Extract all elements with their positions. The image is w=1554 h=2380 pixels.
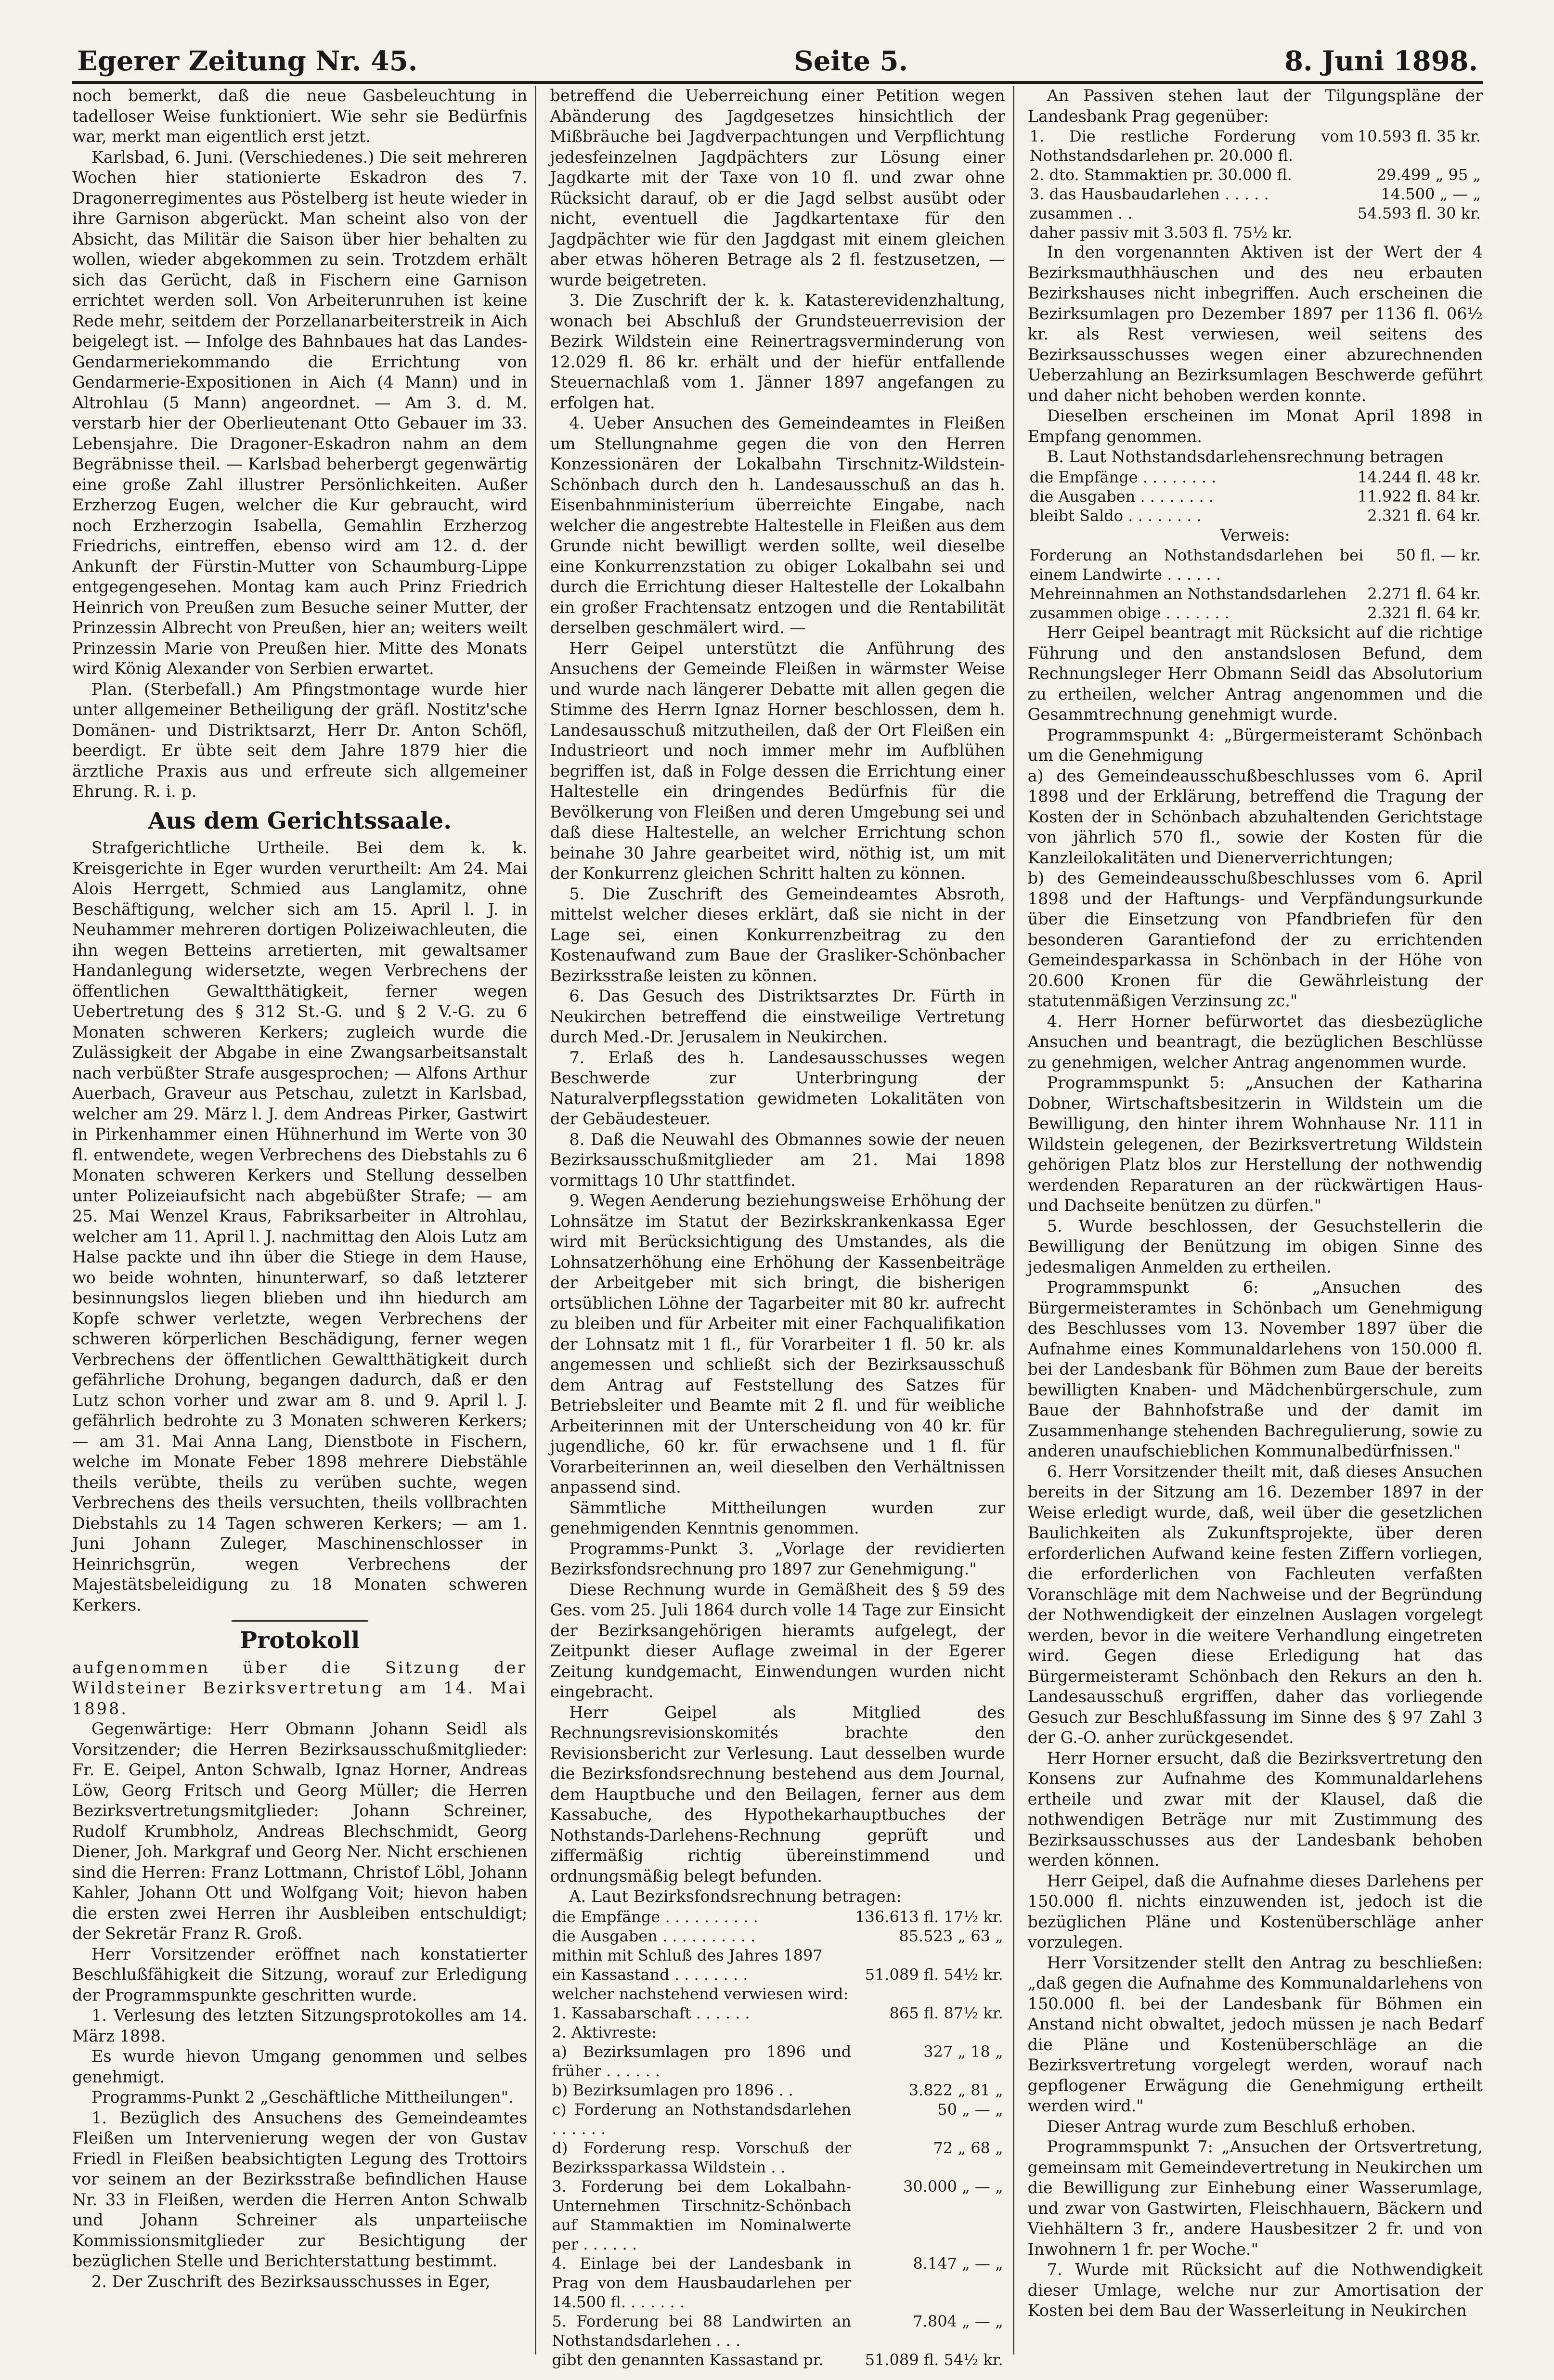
table-cell-value: 10.593 fl. 35 kr. xyxy=(1357,127,1481,145)
table-cell-label: 5. Forderung bei 88 Landwirten an Nothstandsdarlehen . . . xyxy=(552,2312,852,2350)
reference-table xyxy=(1028,546,1483,623)
table-cell-label: bleibt Saldo . . . . . . . . xyxy=(1029,506,1202,525)
table-row xyxy=(550,1965,1005,1984)
table-row xyxy=(1028,546,1483,584)
table-cell-label: daher passiv mit 3.503 fl. 75½ kr. xyxy=(1029,223,1293,242)
table-row xyxy=(1028,223,1483,242)
table-cell-label: die Empfänge . . . . . . . . . . xyxy=(552,1907,758,1926)
paragraph: Karlsbad, 6. Juni. (Verschiedenes.) Die seit mehreren Wochen hier stationierte Eskadron des 7. Dragonerregimentes aus Pöstelberg ist heute wieder in ihre Garnison abgerückt. Man scheint also von der Absicht, das Militär die Saison über hier behalten zu wollen, wieder abgekommen zu sein. Trotzdem erhält sich das Gerücht, daß in Fischern eine Garnison errichtet werden soll. Von Arbeiterunruhen ist keine Rede mehr, seitdem der Porzellanarbeiterstreik in Aich beigelegt ist. — Infolge des Bahnbaues hat das Landes-Gendarmeriekommando die Errichtung von Gendarmerie-Expositionen in Aich (4 Mann) und in Altrohlau (5 Mann) angeordnet. — Am 3. d. M. verstarb hier der Oberlieutenant Otto Gebauer im 33. Lebensjahre. Die Dragoner-Eskadron nahm an dem Begräbnisse theil. — Karlsbad beherbergt gegenwärtig eine große Zahl illustrer Persönlichkeiten. Außer Erzherzog Eugen, welcher die Kur gebraucht, wird noch Erzherzogin Isabella, Gemahlin Erzherzog Friedrichs, eintreffen, ebenso wird am 12. d. der Ankunft der Fürstin-Mutter von Schaumburg-Lippe entgegengesehen. Montag kam auch Prinz Friedrich Heinrich von Preußen zum Besuche seiner Mutter, der Prinzessin Albrecht von Preußen, hier an; weiters weilt Prinzessin Marie von Preußen hier. Mitte des Monats wird König Alexander von Serbien erwartet. xyxy=(72,147,528,678)
table-row xyxy=(1028,204,1483,223)
paragraph: 9. Wegen Aenderung beziehungsweise Erhöhung der Lohnsätze im Statut der Bezirkskrankenkassa Eger wird mit Berücksichtigung des Umstandes, als die Lohnsatzerhöhung eine Erhöhung der Kassenbeiträge der Arbeitgeber mit sich bringt, die bisherigen ortsüblichen Löhne der Tagarbeiter mit 80 kr. aufrecht zu bleiben und für Arbeiter mit einer Fachqualifikation der Lohnsatz mit 1 fl., für Vorarbeiter 1 fl. 50 kr. als angemessen und schließt sich der Bezirksausschuß dem Antrag auf Feststellung des Satzes für Betriebsleiter und Beamte mit 2 fl. und für weibliche Arbeiterinnen mit der Unterscheidung von 40 kr. für jugendliche, 60 kr. für erwachsene und 1 fl. für Vorarbeiterinnen an, weil dieselben den Verhältnissen anpassend sind. xyxy=(550,1191,1005,1496)
table-cell-value: 2.321 fl. 64 kr. xyxy=(1367,604,1481,622)
table-cell-label: mithin mit Schluß des Jahres 1897 xyxy=(552,1946,823,1964)
table-row xyxy=(1028,184,1483,204)
column-1 xyxy=(72,86,536,2354)
table-row xyxy=(550,2312,1005,2350)
paragraph: 5. Die Zuschrift des Gemeindeamtes Absroth, mittelst welcher dieses erklärt, daß sie nicht in der Lage sei, einen Konkurrenzbeitrag zu den Kostenaufwand zum Baue der Grasliker-Schönbacher Bezirksstraße leisten zu können. xyxy=(550,884,1005,985)
table-cell-label: die Ausgaben . . . . . . . . xyxy=(1029,487,1214,506)
table-cell-value: 14.244 fl. 48 kr. xyxy=(1357,468,1481,486)
table-row xyxy=(1028,487,1483,506)
paragraph: An Passiven stehen laut der Tilgungspläne der Landesbank Prag gegenüber: xyxy=(1027,86,1483,126)
table-cell-value: 327 „ 18 „ xyxy=(923,2042,1003,2061)
table-row xyxy=(550,2023,1005,2042)
table-row xyxy=(550,2177,1005,2254)
paragraph: Diese Rechnung wurde in Gemäßheit des § 59 des Ges. vom 25. Juli 1864 durch volle 14 Tage zur Einsicht der Bezirksangehörigen hieramts aufgelegt, der Zeitpunkt dieser Auflage zweimal in der Egerer Zeitung kundgemacht, Einwendungen wurden nicht eingebracht. xyxy=(550,1580,1005,1701)
table-row xyxy=(1028,506,1483,525)
paragraph: 6. Das Gesuch des Distriktsarztes Dr. Fürth in Neukirchen betreffend die einstweilige Vertretung durch Med.-Dr. Jerusalem in Neukirchen. xyxy=(550,987,1005,1046)
table-cell-label: die Ausgaben . . . . . . . . . . xyxy=(552,1926,756,1945)
table-cell-label: 3. das Hausbaudarlehen . . . . . xyxy=(1029,185,1269,203)
table-row xyxy=(550,2254,1005,2312)
relief-loan-table xyxy=(1028,468,1483,525)
table-cell-value: 29.499 „ 95 „ xyxy=(1376,166,1481,184)
table-row xyxy=(1028,127,1483,165)
table-cell-value: 30.000 „ — „ xyxy=(903,2177,1003,2196)
paragraph: Dieselben erscheinen im Monat April 1898 in Empfang genommen. xyxy=(1027,406,1483,446)
table-cell-value: 51.089 fl. 54½ kr. xyxy=(865,1965,1003,1984)
table-row xyxy=(550,2042,1005,2081)
table-cell-value xyxy=(853,1984,1005,2003)
table-cell-value: 136.613 fl. 17½ kr. xyxy=(855,1907,1003,1926)
paragraph: 6. Herr Vorsitzender theilt mit, daß dieses Ansuchen bereits in der Sitzung am 16. Dezember 1897 in der Weise erledigt wurde, daß, weil über die gesetzlichen Baulichkeiten als Zukunftsprojekte, über deren erforderlichen Aufwand keine festen Ziffern vorliegen, die erforderlichen von Fachleuten verfaßten Voranschläge mit dem Nachweise und der Begründung der Nothwendigkeit der einzelnen Auslagen vorgelegt werden, bevor in die weitere Verhandlung eingetreten wird. Gegen diese Erledigung hat das Bürgermeisteramt Schönbach den Rekurs an den h. Landesausschuß ergriffen, daher das vorliegende Gesuch zur Beschlußfassung im Sinne des § 97 Zahl 3 der G.-O. anher zurückgesendet. xyxy=(1027,1462,1483,1747)
table-cell-label: d) Forderung resp. Vorschuß der Bezirkssparkassa Wildstein . . xyxy=(552,2138,852,2176)
table-row xyxy=(550,2100,1005,2138)
paragraph: 8. Daß die Neuwahl des Obmannes sowie der neuen Bezirksausschußmitglieder am 21. Mai 1898 vormittags 10 Uhr stattfindet. xyxy=(550,1130,1005,1190)
paragraph: aufgenommen über die Sitzung der Wildsteiner Bezirksvertretung am 14. Mai 1898. xyxy=(72,1658,528,1718)
table-cell-value: 51.089 fl. 54½ kr. xyxy=(865,2350,1003,2369)
table-cell-value: 54.593 fl. 30 kr. xyxy=(1357,204,1481,222)
table-row xyxy=(550,2350,1005,2369)
paragraph: 3. Die Zuschrift der k. k. Katasterevidenzhaltung, wonach bei Abschluß der Grundsteuerrevision der Bezirk Wildstein eine Reinertragsverminderung von 12.029 fl. 86 kr. erhält und der hiefür entfallende Steuernachlaß vom 1. Jänner 1897 angefangen zu erfolgen hat. xyxy=(550,291,1005,412)
table-cell-value: 3.822 „ 81 „ xyxy=(908,2081,1003,2099)
table-cell-value: 7.804 „ — „ xyxy=(913,2312,1003,2330)
table-cell-value: 50 „ — „ xyxy=(937,2100,1003,2119)
table-row xyxy=(550,1907,1005,1926)
table-cell-label: a) Bezirksumlagen pro 1896 und früher . . . . . . xyxy=(552,2042,852,2080)
table-cell-value: 2.321 fl. 64 kr. xyxy=(1367,506,1481,525)
paragraph: noch bemerkt, daß die neue Gasbeleuchtung in tadelloser Weise funktioniert. Wie sehr sie Bedürfnis war, merkt man eigentlich erst jetzt. xyxy=(72,86,528,146)
paragraph: Gegenwärtige: Herr Obmann Johann Seidl als Vorsitzender; die Herren Bezirksausschußmitglieder: Fr. E. Geipel, Anton Schwalb, Ignaz Horner, Andreas Löw, Georg Fritsch und Georg Müller; die Herren Bezirksvertretungsmitglieder: Johann Schreiner, Rudolf Krumbholz, Andreas Blechschmidt, Georg Diener, Joh. Markgraf und Georg Ner. Nicht erschienen sind die Herren: Franz Lottmann, Christof Löbl, Johann Kahler, Johann Ott und Wolfgang Voit; hievon haben die ersten zwei Herren ihr Ausbleiben entschuldigt; der Sekretär Franz R. Groß. xyxy=(72,1719,528,1943)
table-cell-label: welcher nachstehend verwiesen wird: xyxy=(552,1984,849,2003)
table-cell-value xyxy=(853,1946,1005,1965)
table-cell-label: 3. Forderung bei dem Lokalbahn-Unternehmen Tirschnitz-Schönbach auf Stammaktien im Nominalwerte per . . . . . . xyxy=(552,2177,852,2253)
table-cell-label: 1. Kassabarschaft . . . . . . xyxy=(552,2003,750,2022)
paragraph: Herr Horner ersucht, daß die Bezirksvertretung den Konsens zur Aufnahme des Kommunaldarlehens ertheile und zwar mit der Klausel, daß die nothwendigen Beträge nur mit Zustimmung des Bezirksausschusses aus der Landesbank behoben werden können. xyxy=(1027,1748,1483,1870)
table-cell-label: 2. dto. Stammaktien pr. 30.000 fl. xyxy=(1029,166,1292,184)
paragraph: 4. Herr Horner befürwortet das diesbezügliche Ansuchen und beantragt, die bezüglichen Beschlüsse zu genehmigen, welcher Antrag angenommen wurde. xyxy=(1027,1012,1483,1072)
table-cell-label: 2. Aktivreste: xyxy=(552,2023,657,2042)
column-3 xyxy=(1028,86,1483,2354)
paragraph: betreffend die Ueberreichung einer Petition wegen Abänderung des Jagdgesetzes hinsichtlich der Mißbräuche bei Jagdverpachtungen und Verpflichtung jedesfeinzelnen Jagdpächters zur Lösung einer Jagdkarte mit der Taxe von 10 fl. und zwar ohne Rücksicht darauf, ob er die Jagd selbst ausübt oder nicht, eventuell die Jagdkartentaxe für den Jagdpächter wie für den Jagdgast mit einem gleichen aber etwas höheren Betrage als 2 fl. festzusetzen, — wurde beigetreten. xyxy=(550,86,1005,289)
paragraph: Strafgerichtliche Urtheile. Bei dem k. k. Kreisgerichte in Eger wurden verurtheilt: Am 24. Mai Alois Herrgett, Schmied aus Langlamitz, ohne Beschäftigung, welcher sich am 15. April l. J. in Neuhammer mehreren dortigen Polizeiwachleuten, die ihn wegen Betteins arretierten, mit gewaltsamer Handanlegung widersetzte, wegen Verbrechens der öffentlichen Gewaltthätigkeit, ferner wegen Uebertretung des § 312 St.-G. und § 2 V.-G. zu 6 Monaten schweren Kerkers; zugleich wurde die Zulässigkeit der Abgabe in eine Zwangsarbeitsanstalt nach verbüßter Strafe ausgesprochen; — Alfons Arthur Auerbach, Graveur aus Petschau, zuletzt in Karlsbad, welcher am 29. März l. J. dem Andreas Pirker, Gastwirt in Pirkenhammer einen Hühnerhund im Werte von 30 fl. entwendete, wegen Verbrechens des Diebstahls zu 6 Monaten schweren Kerkers und Stellung desselben unter Polizeiaufsicht nach abgebüßter Strafe; — am 25. Mai Wenzel Kraus, Fabriksarbeiter in Altrohlau, welcher am 11. April l. J. nachmittag den Alois Lutz am Halse packte und ihn über die Stiege in dem Hause, wo beide wohnten, hinunterwarf, so daß letzterer besinnungslos liegen blieben und ihn hiedurch am Kopfe schwer verletzte, wegen Verbrechens der schweren körperlichen Beschädigung, ferner wegen Verbrechens der öffentlichen Gewaltthätigkeit durch gefährliche Drohung, begangen dadurch, daß er den Lutz schon vorher und zwar am 8. und 9. April l. J. gefährlich bedrohte zu 3 Monaten schweren Kerkers; — am 31. Mai Anna Lang, Dienstbote in Fischern, welche im Monate Feber 1898 mehrere Diebstähle theils verübte, theils zu verüben suchte, wegen Verbrechens des theils versuchten, theils vollbrachten Diebstahls zu 14 Tagen schweren Kerkers; — am 1. Juni Johann Zuleger, Maschinenschlosser in Heinrichsgrün, wegen Verbrechens der Majestätsbeleidigung zu 18 Monaten schweren Kerkers. xyxy=(72,838,528,1614)
table-cell-label: gibt den genannten Kassastand pr. xyxy=(552,2350,824,2369)
table-row xyxy=(1028,603,1483,623)
paragraph: Programms-Punkt 2 „Geschäftliche Mittheilungen". xyxy=(91,2088,514,2107)
paragraph: Plan. (Sterbefall.) Am Pfingstmontage wurde hier unter allgemeiner Betheiligung der gräfl. Nostitz'sche Domänen- und Distriktsarzt, Herr Dr. Anton Schöfl, beerdigt. Er übte seit dem Jahre 1879 hier die ärztliche Praxis aus und erfreute sich allgemeiner Ehrung. R. i. p. xyxy=(72,679,528,801)
table-row xyxy=(550,2138,1005,2177)
section-heading: Protokoll xyxy=(240,1627,360,1654)
table-cell-label: b) Bezirksumlagen pro 1896 . . xyxy=(552,2081,793,2099)
paragraph: Herr Vorsitzender stellt den Antrag zu beschließen: „daß gegen die Aufnahme des Kommunaldarlehens von 150.000 fl. bei der Landesbank für Böhmen ein Anstand nicht obwaltet, jedoch müssen je nach Bedarf die Pläne und Kostenüberschläge an die Bezirksvertretung vorgelegt werden, worauf nach gepflogener Erwägung die Genehmigung ertheilt werden wird." xyxy=(1027,1953,1483,2115)
paragraph: Programmspunkt 4: „Bürgermeisteramt Schönbach um die Genehmigung xyxy=(1027,725,1483,765)
table-row xyxy=(550,1946,1005,1965)
accounts-table xyxy=(550,1907,1005,2369)
table-cell-value: 865 fl. 87½ kr. xyxy=(889,2003,1003,2022)
column-2 xyxy=(550,86,1014,2369)
paragraph: a) des Gemeindeausschußbeschlusses vom 6. April 1898 und der Erklärung, betreffend die Tragung der Kosten der in Schönbach abzuhaltenden Gerichtstage von jährlich 570 fl., sowie der Kosten für die Kanzleilokalitäten und Dienerverrichtungen; xyxy=(1027,766,1483,867)
paragraph: Herr Geipel, daß die Aufnahme dieses Darlehens per 150.000 fl. nichts einzuwenden ist, jedoch ist die bezüglichen Pläne und Kostenüberschläge anher vorzulegen. xyxy=(1027,1871,1483,1951)
table-cell-label: ein Kassastand . . . . . . . . xyxy=(552,1965,748,1984)
table-cell-value xyxy=(1356,223,1483,242)
paragraph: Es wurde hievon Umgang genommen und selbes genehmigt. xyxy=(72,2047,528,2086)
paragraph: Herr Geipel als Mitglied des Rechnungsrevisionskomités brachte den Revisionsbericht zur Verlesung. Laut desselben wurde die Bezirksfondsrechnung bestehend aus dem Journal, dem Hauptbuche und den Beilagen, ferner aus dem Kassabuche, des Hypothekarhauptbuches der Nothstands-Darlehens-Rechnung geprüft und ziffermäßig richtig übereinstimmend und ordnungsmäßig belegt befunden. xyxy=(550,1703,1005,1886)
table-cell-label: die Empfänge . . . . . . . . xyxy=(1029,468,1217,486)
newspaper-page xyxy=(72,34,1483,2369)
table-row xyxy=(550,2003,1005,2023)
table-cell-label: zusammen obige . . . . . . . xyxy=(1029,604,1230,622)
paragraph: Programmspunkt 7: „Ansuchen der Ortsvertretung, gemeinsam mit Gemeindevertretung in Neukirchen um die Bewilligung zur Einhebung einer Wasserumlage, und zwar von Gastwirten, Fleischhauern, Bäckern und Viehhältern 3 fr., andere Hausbesitzer 2 fr. und von Inwohnern 1 fr. per Woche." xyxy=(1027,2137,1483,2259)
liabilities-table xyxy=(1028,127,1483,242)
table-cell-value xyxy=(853,2023,1005,2042)
paragraph: Programms-Punkt 3. „Vorlage der revidierten Bezirksfondsrechnung pro 1897 zur Genehmigung." xyxy=(550,1539,1005,1578)
table-row xyxy=(550,2081,1005,2100)
table-cell-label: 4. Einlage bei der Landesbank in Prag von dem Hausbaudarlehen per 14.500 fl. . . . . . . xyxy=(552,2254,852,2311)
paragraph: A. Laut Bezirksfondsrechnung betragen: xyxy=(569,1887,902,1906)
table-row xyxy=(1028,584,1483,603)
table-cell-value: 50 fl. — kr. xyxy=(1396,546,1481,564)
table-row xyxy=(1028,165,1483,184)
paragraph: Programmspunkt 5: „Ansuchen der Katharina Dobner, Wirtschaftsbesitzerin in Wildstein um die Bewilligung, den hinter ihrem Wohnhause Nr. 111 in Wildstein gelegenen, der Bezirksvertretung Wildstein gehörigen Platz blos zur Herstellung der nothwendig werdenden Reparaturen an der rückwärtigen Haus- und Dachseite benützen zu dürfen." xyxy=(1027,1073,1483,1215)
paragraph: Herr Geipel unterstützt die Anführung des Ansuchens der Gemeinde Fleißen in wärmster Weise und wurde nach längerer Debatte mit allen gegen die Stimme des Herrn Ignaz Horner beschlossen, dem h. Landesausschuß mitzutheilen, daß der Ort Fleißen ein Industrieort und noch immer mehr im Aufblühen begriffen ist, daß in Folge dessen die Errichtung einer Haltestelle ein dringendes Bedürfnis für die Bevölkerung von Fleißen und deren Umgebung sei und daß diese Haltestelle, an welcher Errichtung schon beinahe 30 Jahre gearbeitet wird, nöthig ist, um mit der Konkurrenz gleichen Schritt halten zu können. xyxy=(550,638,1005,883)
paragraph: 7. Wurde mit Rücksicht auf die Nothwendigkeit dieser Umlage, welche nur zur Amortisation der Kosten bei dem Bau der Wasserleitung in Neukirchen xyxy=(1027,2260,1483,2320)
paragraph: In den vorgenannten Aktiven ist der Wert der 4 Bezirksmauthhäuschen und des neu erbauten Bezirkshauses nicht inbegriffen. Auch erscheinen die Bezirksumlagen pro Dezember 1897 per 1136 fl. 06½ kr. als Rest verwiesen, weil seitens des Bezirksausschusses wegen einer abzurechnenden Ueberzahlung an Bezirksumlagen Beschwerde geführt und daher nicht behoben werden konnte. xyxy=(1027,243,1483,405)
paragraph: Dieser Antrag wurde zum Beschluß erhoben. xyxy=(1047,2117,1416,2136)
header-page-number: Seite 5. xyxy=(794,45,908,77)
paragraph: Verweis: xyxy=(1220,525,1290,545)
paragraph: 2. Der Zuschrift des Bezirksausschusses in Eger, xyxy=(91,2272,491,2291)
paragraph: Herr Geipel beantragt mit Rücksicht auf die richtige Führung und den anstandslosen Befund, dem Rechnungsleger Herr Obmann Seidl das Absolutorium zu ertheilen, welcher Antrag angenommen und die Gesammtrechnung genehmigt wurde. xyxy=(1027,623,1483,724)
paragraph: Herr Vorsitzender eröffnet nach konstatierter Beschlußfähigkeit die Sitzung, worauf zur Erledigung der Programmspunkte geschritten wurde. xyxy=(72,1944,528,2004)
paragraph: 1. Verlesung des letzten Sitzungsprotokolles am 14. März 1898. xyxy=(72,2006,528,2045)
paragraph: Programmspunkt 6: „Ansuchen des Bürgermeisteramtes in Schönbach um Genehmigung des Beschlusses vom 13. November 1897 über die Aufnahme eines Kommunaldarlehens von 150.000 fl. bei der Landesbank für Böhmen zum Baue der bereits bewilligten Knaben- und Mädchenbürgerschule, zum Baue der Bahnhofstraße und der damit im Zusammenhange stehenden Bachregulierung, sowie zu anderen unaufschieblichen Kommunalbedürfnissen." xyxy=(1027,1278,1483,1460)
header-date: 8. Juni 1898. xyxy=(1284,45,1478,77)
table-cell-label: c) Forderung an Nothstandsdarlehen . . . . . . xyxy=(552,2100,852,2138)
paragraph: Sämmtliche Mittheilungen wurden zur genehmigenden Kenntnis genommen. xyxy=(550,1498,1005,1537)
table-cell-value: 11.922 fl. 84 kr. xyxy=(1357,487,1481,506)
page-header xyxy=(72,34,1483,84)
divider xyxy=(232,1620,368,1622)
table-cell-value: 72 „ 68 „ xyxy=(933,2138,1003,2157)
table-cell-value: 2.271 fl. 64 kr. xyxy=(1367,585,1481,603)
table-cell-label: Forderung an Nothstandsdarlehen bei einem Landwirte . . . . . . xyxy=(1029,546,1364,584)
table-row xyxy=(550,1926,1005,1946)
paragraph: 4. Ueber Ansuchen des Gemeindeamtes in Fleißen um Stellungnahme gegen die von den Herren Konzessionären der Lokalbahn Tirschnitz-Wildstein-Schönbach durch den h. Landesausschuß an das h. Eisenbahnministerium überreichte Eingabe, nach welcher die angestrebte Haltestelle in Fleißen aus dem Grunde nicht bewilligt werden sollte, weil dieselbe eine Konkurrenzstation zu obiger Lokalbahn sei und durch die Errichtung dieser Haltestelle der Lokalbahn ein großer Frachtensatz entzogen und die Rentabilität derselben geschmälert wird. — xyxy=(550,414,1005,637)
table-cell-label: zusammen . . xyxy=(1029,204,1133,222)
table-cell-label: 1. Die restliche Forderung vom Nothstandsdarlehen pr. 20.000 fl. xyxy=(1029,127,1354,165)
paragraph: B. Laut Nothstandsdarlehensrechnung betragen xyxy=(1047,447,1444,466)
paragraph: 1. Bezüglich des Ansuchens des Gemeindeamtes Fleißen um Intervenierung wegen der von Gustav Friedl in Fleißen beabsichtigten Legung des Trottoirs vor seinem an der Bezirksstraße befindlichen Hause Nr. 33 in Fleißen, werden die Herren Anton Schwalb und Johann Schreiner als unparteiische Kommissionsmitglieder zur Besichtigung der bezüglichen Stelle und Berichterstattung bestimmt. xyxy=(72,2108,528,2270)
table-cell-value: 14.500 „ — „ xyxy=(1381,185,1481,203)
paragraph: 5. Wurde beschlossen, der Gesuchstellerin die Bewilligung der Benützung im obigen Sinne des jedesmaligen Anmelden zu ertheilen. xyxy=(1027,1216,1483,1276)
table-cell-label: Mehreinnahmen an Nothstandsdarlehen xyxy=(1029,585,1347,603)
header-title: Egerer Zeitung Nr. 45. xyxy=(77,45,418,77)
table-cell-value: 85.523 „ 63 „ xyxy=(899,1926,1003,1945)
table-row xyxy=(550,1984,1005,2003)
paragraph: 7. Erlaß des h. Landesausschusses wegen Beschwerde zur Unterbringung der Naturalverpflegsstation gewidmeten Lokalitäten von der Gebäudesteuer. xyxy=(550,1048,1005,1128)
table-cell-value: 8.147 „ — „ xyxy=(913,2254,1003,2273)
paragraph: b) des Gemeindeausschußbeschlusses vom 6. April 1898 und der Haftungs- und Verpfändungsurkunde über die Einsetzung von Pfandbriefen für den besonderen Garantiefond der zu errichtenden Gemeindesparkassa in Schönbach in der Höhe von 20.600 Kronen für die Gewährleistung der statutenmäßigen Verzinsung zc." xyxy=(1027,869,1483,1010)
section-heading: Aus dem Gerichtssaale. xyxy=(148,807,452,834)
table-row xyxy=(1028,468,1483,487)
